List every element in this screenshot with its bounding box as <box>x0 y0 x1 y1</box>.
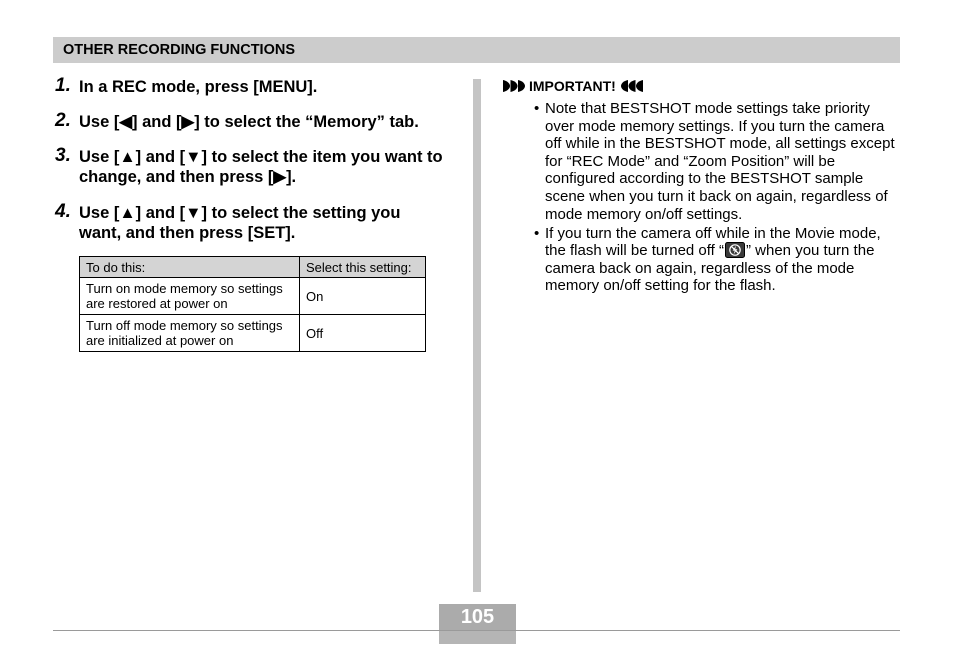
table-header-action: To do this: <box>80 257 300 278</box>
important-heading <box>503 79 643 93</box>
cell-line: Turn on mode memory so settings <box>86 281 283 296</box>
step-line: Use [▲] and [▼] to select the setting you <box>79 204 401 222</box>
settings-table <box>79 256 426 352</box>
column-divider <box>473 79 481 592</box>
step-text <box>79 203 400 243</box>
step-line: In a REC mode, press [MENU]. <box>79 78 318 96</box>
bullet-line: camera back on again, regardless of the mode <box>545 259 855 277</box>
page-number-tab <box>439 631 516 644</box>
page-number: 105 <box>439 604 516 630</box>
step-number: 4. <box>55 201 71 222</box>
bullet-symbol: • <box>534 224 540 242</box>
step-line: change, and then press [▶]. <box>79 168 297 186</box>
step-text <box>79 112 419 132</box>
bullet-line <box>545 242 895 260</box>
important-left-marker-icon <box>503 80 525 92</box>
cell-line: are restored at power on <box>86 296 228 311</box>
bullet-line-part: ” when you turn the <box>746 242 875 260</box>
step-text <box>79 147 443 187</box>
step-number: 1. <box>55 75 71 96</box>
step-number: 2. <box>55 110 71 131</box>
table-cell-setting: Off <box>300 315 426 352</box>
bullet-line: If you turn the camera off while in the Movie mode, <box>545 224 881 242</box>
table-cell-setting: On <box>300 278 426 315</box>
bullet-line: off while in the BESTSHOT mode, all settings except <box>545 135 895 153</box>
bullet-line: memory on/off setting for the flash. <box>545 277 776 295</box>
bullet-line: configured according to the BESTSHOT sample <box>545 170 864 188</box>
step-text <box>79 77 317 97</box>
cell-line: are initialized at power on <box>86 333 234 348</box>
bullet-line: over mode memory settings. If you turn the camera <box>545 117 885 135</box>
important-right-marker-icon <box>621 80 643 92</box>
cell-line: Turn off mode memory so settings <box>86 318 283 333</box>
table-header-setting: Select this setting: <box>300 257 426 278</box>
table-row <box>80 315 426 352</box>
important-title: IMPORTANT! <box>529 78 616 94</box>
table-cell-action <box>80 278 300 315</box>
important-bullet-list <box>534 100 895 295</box>
bullet-symbol: • <box>534 100 540 117</box>
step-number: 3. <box>55 145 71 166</box>
step-line: Use [▲] and [▼] to select the item you want to <box>79 148 443 166</box>
step-line: Use [◀] and [▶] to select the “Memory” tab. <box>79 113 419 131</box>
bullet-line: mode memory on/off settings. <box>545 205 743 223</box>
bullet-line: Note that BESTSHOT mode settings take priority <box>545 100 870 117</box>
bullet-line: scene when you turn it back on again, regardless of <box>545 187 888 205</box>
table-row <box>80 278 426 315</box>
flash-off-icon <box>725 242 745 258</box>
step-line: want, and then press [SET]. <box>79 224 296 242</box>
table-cell-action <box>80 315 300 352</box>
list-item <box>534 100 895 223</box>
section-header-bar <box>53 37 900 63</box>
table-header-row <box>80 257 426 278</box>
section-title: OTHER RECORDING FUNCTIONS <box>63 42 295 58</box>
bullet-line-part: the flash will be turned off “ <box>545 242 724 260</box>
list-item <box>534 225 895 295</box>
bullet-line: for “REC Mode” and “Zoom Position” will be <box>545 152 836 170</box>
